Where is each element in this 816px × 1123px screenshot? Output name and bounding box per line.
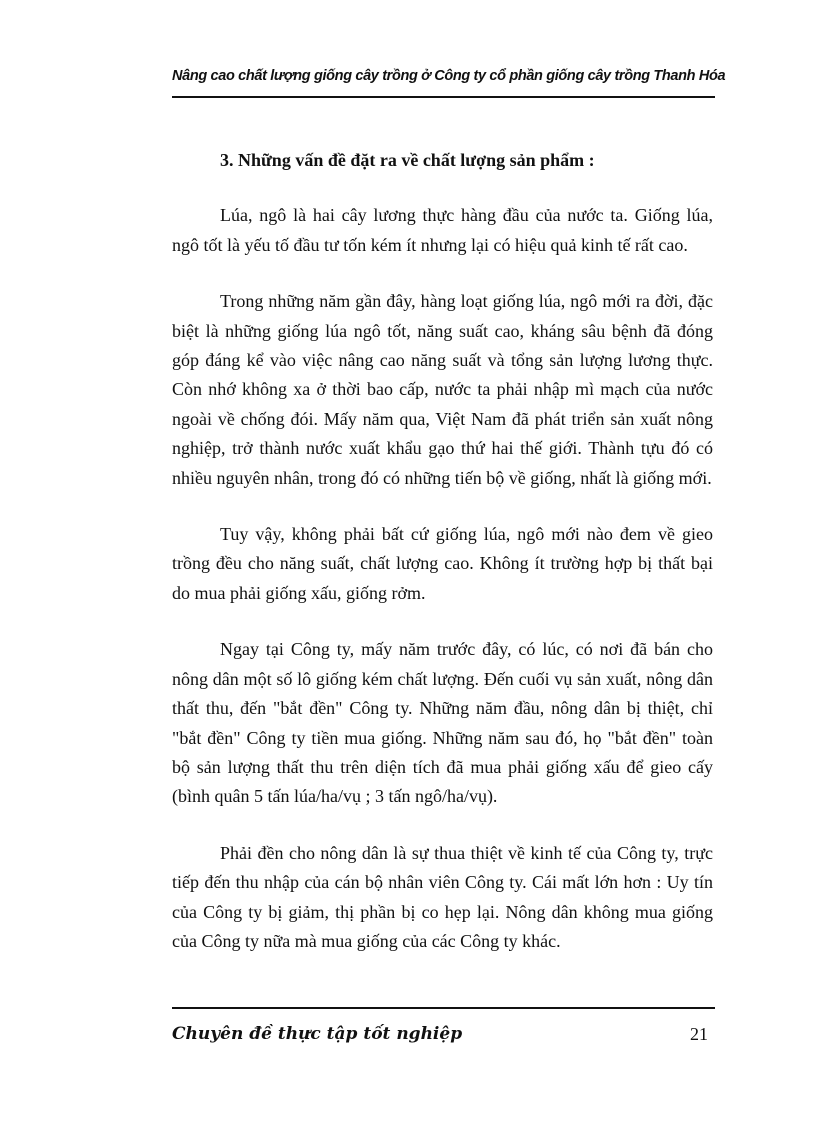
paragraph-2: Trong những năm gần đây, hàng loạt giống lúa, ngô mới ra đời, đặc biệt là những giống lúa ngô tốt, năng suất cao, kháng sâu bệnh đã đóng góp đáng kể vào việc nâng cao năng suất và tổng sản lượng lương thực. Còn nhớ không xa ở thời bao cấp, nước ta phải nhập mì mạch của nước ngoài về chống đói. Mấy năm qua, Việt Nam đã phát triển sản xuất nông nghiệp, trở thành nước xuất khẩu gạo thứ hai thế giới. Thành tựu đó có nhiều nguyên nhân, trong đó có những tiến bộ về giống, nhất là giống mới. xyxy=(172,291,713,488)
main-content xyxy=(172,146,713,983)
paragraph-4: Ngay tại Công ty, mấy năm trước đây, có lúc, có nơi đã bán cho nông dân một số lô giống kém chất lượng. Đến cuối vụ sản xuất, nông dân thất thu, đến "bắt đền" Công ty. Những năm đầu, nông dân bị thiệt, chỉ "bắt đền" Công ty tiền mua giống. Những năm sau đó, họ "bắt đền" toàn bộ sản lượng thất thu trên diện tích đã mua phải giống xấu để gieo cấy (bình quân 5 tấn lúa/ha/vụ ; 3 tấn ngô/ha/vụ). xyxy=(172,639,713,807)
paragraph-1: Lúa, ngô là hai cây lương thực hàng đầu của nước ta. Giống lúa, ngô tốt là yếu tố đầu tư tốn kém ít nhưng lại có hiệu quả kinh tế rất cao. xyxy=(172,205,713,255)
section-heading: 3. Những vấn đề đặt ra về chất lượng sản phẩm : xyxy=(220,150,595,170)
paragraph-3: Tuy vậy, không phải bất cứ giống lúa, ngô mới nào đem về gieo trồng đều cho năng suất, chất lượng cao. Không ít trường hợp bị thất bại do mua phải giống xấu, giống rởm. xyxy=(172,524,713,603)
footer-label: Chuyên đề thực tập tốt nghiệp xyxy=(172,1024,463,1044)
header-divider xyxy=(172,96,715,98)
running-header: Nâng cao chất lượng giống cây trồng ở Công ty cổ phần giống cây trồng Thanh Hóa xyxy=(172,68,726,84)
footer-divider xyxy=(172,1007,715,1009)
page-number: 21 xyxy=(690,1024,708,1044)
paragraph-5: Phải đền cho nông dân là sự thua thiệt về kinh tế của Công ty, trực tiếp đến thu nhập của cán bộ nhân viên Công ty. Cái mất lớn hơn : Uy tín của Công ty bị giảm, thị phần bị co hẹp lại. Nông dân không mua giống của Công ty nữa mà mua giống của các Công ty khác. xyxy=(172,842,713,951)
